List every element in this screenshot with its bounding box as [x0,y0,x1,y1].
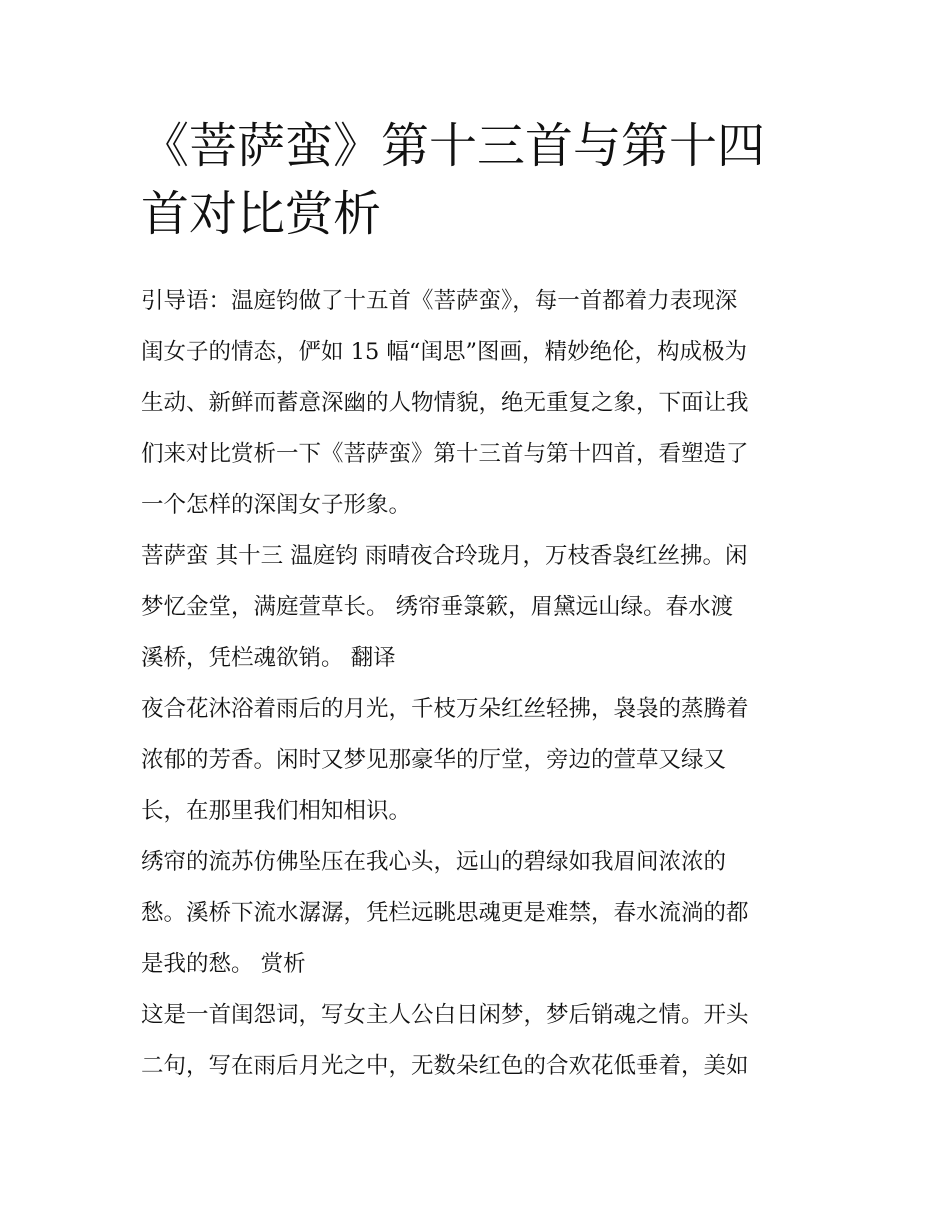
body-line: 长，在那里我们相知相识。 [141,798,412,824]
body-line: 梦忆金堂，满庭萱草长。 绣帘垂箓簌，眉黛远山绿。春水渡 [141,594,734,620]
title-line: 首对比赏析 [141,186,382,242]
body-line: 生动、新鲜而蓄意深幽的人物情貌，绝无重复之象，下面让我 [141,390,749,416]
body-line: 二句，写在雨后月光之中，无数朵红色的合欢花低垂着，美如 [141,1053,749,1079]
body-line: 引导语：温庭钧做了十五首《菩萨蛮》，每一首都着力表现深 [141,288,738,314]
body-line: 菩萨蛮 其十三 温庭钧 雨晴夜合玲珑月，万枝香袅红丝拂。闲 [141,543,748,569]
body-line: 夜合花沐浴着雨后的月光，千枝万朵红丝轻拂，袅袅的蒸腾着 [141,696,749,722]
document-body [141,276,831,1092]
body-line: 绣帘的流苏仿佛坠压在我心头，远山的碧绿如我眉间浓浓的 [141,849,727,875]
body-line: 是我的愁。 赏析 [141,951,306,977]
document-title [141,112,831,248]
body-line: 这是一首闺怨词，写女主人公白日闲梦，梦后销魂之情。开头 [141,1002,749,1028]
body-line: 愁。溪桥下流水潺潺，凭栏远眺思魂更是难禁，春水流淌的都 [141,900,749,926]
body-line: 们来对比赏析一下《菩萨蛮》第十三首与第十四首，看塑造了 [141,441,749,467]
body-line: 一个怎样的深闺女子形象。 [141,492,412,518]
title-line: 《菩萨蛮》第十三首与第十四 [141,118,766,174]
body-line: 闺女子的情态，俨如 15 幅“闺思”图画，精妙绝伦，构成极为 [141,339,747,365]
body-line: 浓郁的芳香。闲时又梦见那豪华的厅堂，旁边的萱草又绿又 [141,747,727,773]
body-line: 溪桥，凭栏魂欲销。 翻译 [141,645,396,671]
